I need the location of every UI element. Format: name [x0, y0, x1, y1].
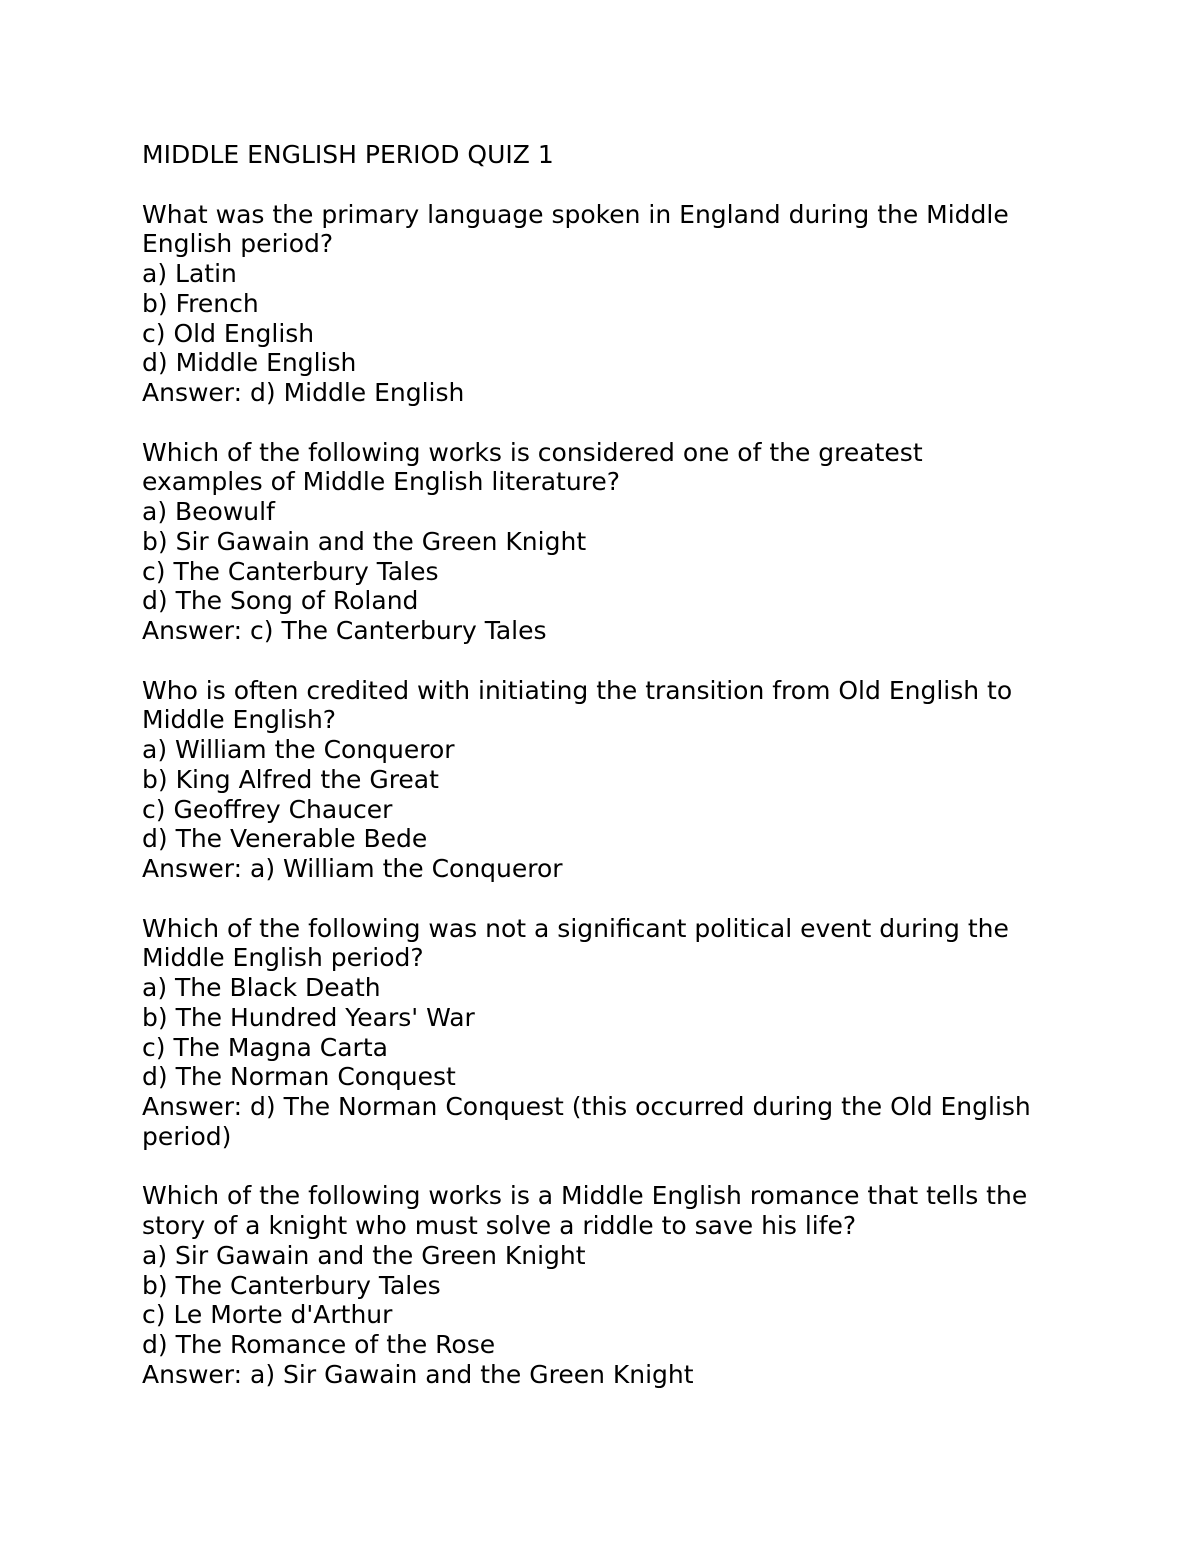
- question-text: What was the primary language spoken in England during the Middle: [142, 199, 1009, 229]
- answer-option: d) The Venerable Bede: [142, 824, 428, 854]
- correct-answer: period): [142, 1121, 232, 1151]
- document-body: [142, 140, 1102, 1390]
- correct-answer: Answer: a) William the Conqueror: [142, 854, 563, 883]
- correct-answer: Answer: c) The Canterbury Tales: [142, 616, 547, 645]
- answer-option: b) French: [142, 288, 259, 318]
- answer-option: c) Old English: [142, 318, 315, 348]
- answer-option: b) The Hundred Years' War: [142, 1002, 475, 1032]
- answer-option: c) Geoffrey Chaucer: [142, 794, 393, 824]
- question-text: Which of the following was not a significant political event during the: [142, 913, 1009, 943]
- answer-option: c) The Magna Carta: [142, 1032, 388, 1062]
- question-text: examples of Middle English literature?: [142, 467, 621, 497]
- answer-option: a) William the Conqueror: [142, 735, 455, 764]
- answer-option: d) The Romance of the Rose: [142, 1330, 496, 1359]
- quiz-question-1: [142, 200, 1102, 408]
- question-text: Who is often credited with initiating the transition from Old English to: [142, 675, 1013, 705]
- correct-answer: Answer: d) Middle English: [142, 378, 465, 407]
- question-text: story of a knight who must solve a riddle to save his life?: [142, 1211, 857, 1240]
- correct-answer: Answer: d) The Norman Conquest (this occurred during the Old English: [142, 1092, 1031, 1121]
- answer-option: c) The Canterbury Tales: [142, 556, 439, 586]
- answer-option: b) Sir Gawain and the Green Knight: [142, 526, 587, 556]
- question-text: Middle English?: [142, 705, 337, 735]
- quiz-question-3: [142, 676, 1102, 884]
- blank-line: [142, 884, 1102, 914]
- answer-option: b) King Alfred the Great: [142, 764, 439, 794]
- question-text: Middle English period?: [142, 943, 424, 973]
- answer-option: a) Beowulf: [142, 497, 275, 526]
- answer-option: d) Middle English: [142, 348, 357, 378]
- question-text: English period?: [142, 229, 334, 259]
- answer-option: c) Le Morte d'Arthur: [142, 1300, 393, 1330]
- answer-option: d) The Norman Conquest: [142, 1062, 456, 1092]
- blank-line: [142, 646, 1102, 676]
- blank-line: [142, 1152, 1102, 1182]
- answer-option: a) Latin: [142, 259, 237, 288]
- document-title: MIDDLE ENGLISH PERIOD QUIZ 1: [142, 140, 554, 169]
- answer-option: b) The Canterbury Tales: [142, 1270, 441, 1300]
- blank-line: [142, 408, 1102, 438]
- quiz-question-4: [142, 914, 1102, 1152]
- question-text: Which of the following works is a Middle English romance that tells the: [142, 1181, 1028, 1211]
- quiz-question-2: [142, 438, 1102, 646]
- correct-answer: Answer: a) Sir Gawain and the Green Knight: [142, 1359, 694, 1389]
- answer-option: d) The Song of Roland: [142, 586, 419, 616]
- answer-option: a) The Black Death: [142, 973, 381, 1002]
- blank-line: [142, 170, 1102, 200]
- quiz-question-5: [142, 1181, 1102, 1389]
- answer-option: a) Sir Gawain and the Green Knight: [142, 1240, 586, 1270]
- question-text: Which of the following works is considered one of the greatest: [142, 437, 923, 467]
